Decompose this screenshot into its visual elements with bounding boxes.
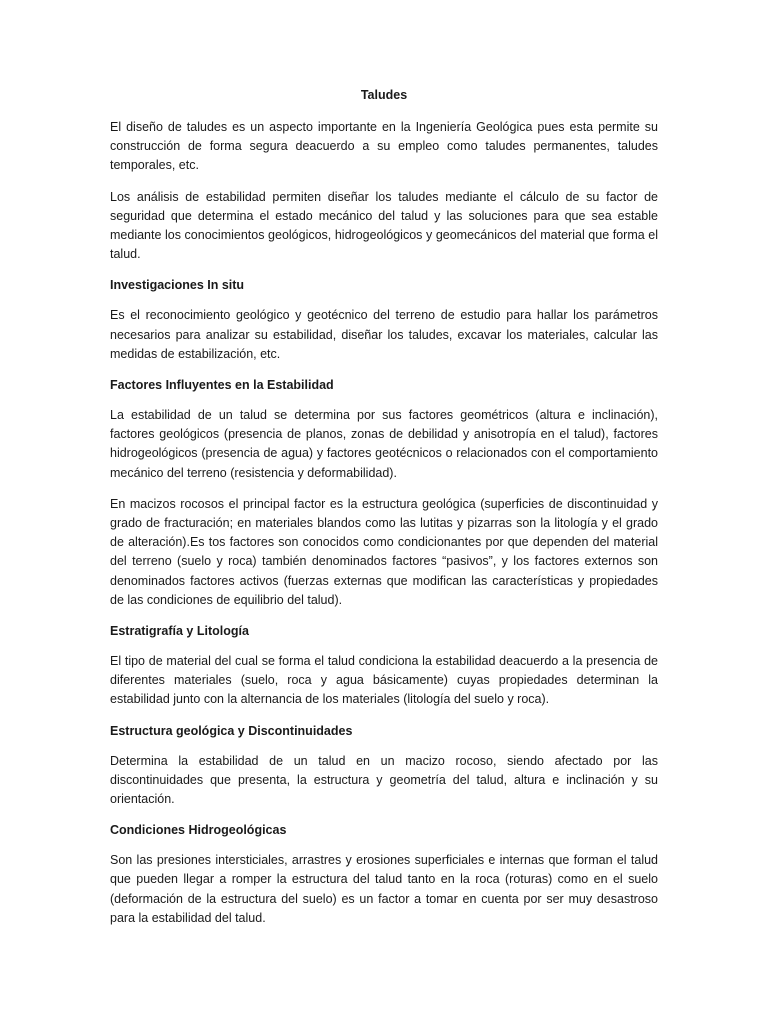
heading-hidrogeologicas: Condiciones Hidrogeológicas xyxy=(110,823,287,838)
paragraph-intro: El diseño de taludes es un aspecto importante en la Ingeniería Geológica pues esta permite su construcción de forma segura deacuerdo a su empleo como taludes permanentes, taludes temporales, etc. xyxy=(110,120,658,173)
paragraph-hidrogeologicas: Son las presiones intersticiales, arrastres y erosiones superficiales e internas que forman el talud que pueden llegar a romper la estructura del talud tanto en la roca (roturas) como en el suelo (deformación de la estructura del suelo) es un factor a tomar en cuenta por ser muy desastroso para la estabilidad del talud. xyxy=(110,853,658,925)
heading-estratigrafia: Estratigrafía y Litología xyxy=(110,624,249,639)
paragraph-factores-2: En macizos rocosos el principal factor es la estructura geológica (superficies de discontinuidad y grado de fracturación; en materiales blandos como las lutitas y pizarras son la litología y el grado de alteración).Es tos factores son conocidos como condicionantes por que dependen del material del terreno (suelo y roca) también denominados factores “pasivos”, y los factores externos son denominados factores activos (fuerzas externas que modifican las características y propiedades de las condiciones de equilibrio del talud). xyxy=(110,496,658,607)
heading-investigaciones: Investigaciones In situ xyxy=(110,278,245,293)
heading-factores: Factores Influyentes en la Estabilidad xyxy=(110,378,334,393)
heading-estructura: Estructura geológica y Discontinuidades xyxy=(110,723,353,738)
paragraph-factores-1: La estabilidad de un talud se determina por sus factores geométricos (altura e inclinación), factores geológicos (presencia de planos, zonas de debilidad y anisotropía en el talud), factores hidrogeológicos (presencia de agua) y factores geotécnicos o relacionados con el comportamiento mecánico del terreno (resistencia y deformabilidad). xyxy=(110,408,658,480)
document-title: Taludes xyxy=(360,88,408,102)
document-page xyxy=(110,86,658,940)
paragraph-estratigrafia: El tipo de material del cual se forma el talud condiciona la estabilidad deacuerdo a la presencia de diferentes materiales (suelo, roca y agua básicamente) cuyas propiedades determinan la estabilidad junto con la alternancia de los materiales (litología del suelo y roca). xyxy=(110,654,658,707)
paragraph-investigaciones: Es el reconocimiento geológico y geotécnico del terreno de estudio para hallar los parámetros necesarios para analizar su estabilidad, diseñar los taludes, excavar los materiales, calcular las medidas de estabilización, etc. xyxy=(110,308,658,361)
paragraph-stability-analysis: Los análisis de estabilidad permiten diseñar los taludes mediante el cálculo de su factor de seguridad que determina el estado mecánico del talud y las soluciones para que sea estable mediante los conocimientos geológicos, hidrogeológicos y geomecánicos del material que forma el talud. xyxy=(110,189,658,262)
paragraph-estructura: Determina la estabilidad de un talud en un macizo rocoso, siendo afectado por las discontinuidades que presenta, la estructura y geometría del talud, altura e inclinación y su orientación. xyxy=(110,753,658,807)
